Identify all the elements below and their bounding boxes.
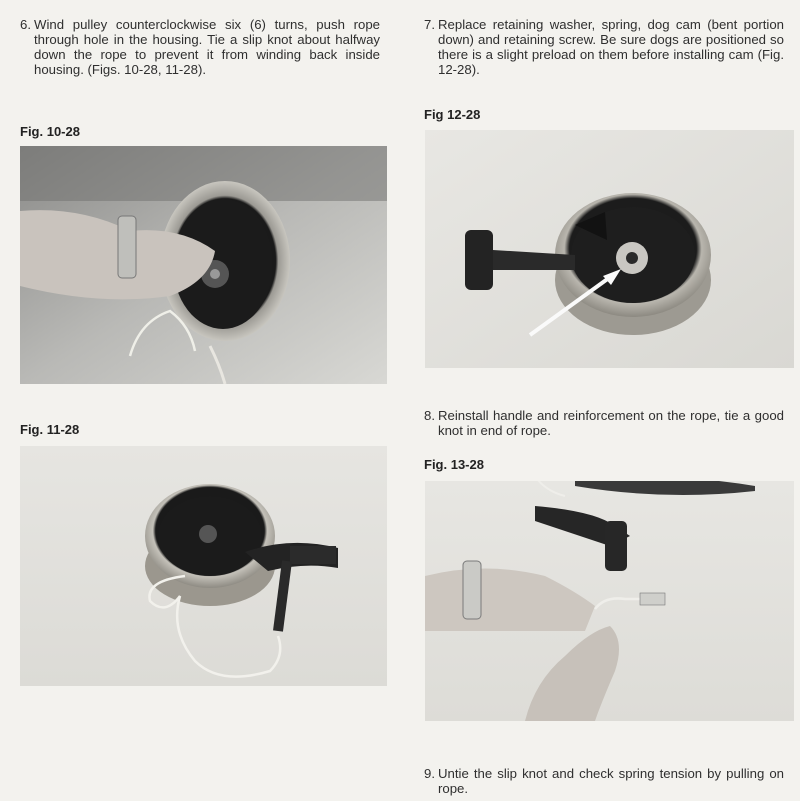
- housing-with-rope-and-handle-photo: [20, 446, 387, 686]
- tying-knot-on-rope-photo: [425, 481, 794, 721]
- figure-label: Fig 12-28: [424, 107, 481, 122]
- figure-label: Fig. 10-28: [20, 124, 80, 139]
- step-7: [424, 17, 784, 77]
- step-text: Untie the slip knot and check spring tension by pulling on rope.: [438, 766, 784, 796]
- hand-winding-pulley-photo: [20, 146, 387, 384]
- step-text: Reinstall handle and reinforcement on the rope, tie a good knot in end of rope.: [438, 408, 784, 438]
- step-8: [424, 408, 784, 438]
- step-number: 7.: [424, 17, 435, 32]
- step-number: 8.: [424, 408, 435, 423]
- step-6: [20, 17, 380, 77]
- figure-label: Fig. 11-28: [20, 422, 80, 437]
- step-number: 9.: [424, 766, 435, 781]
- step-number: 6.: [20, 17, 31, 32]
- figure-label: Fig. 13-28: [424, 457, 484, 472]
- step-9: [424, 766, 784, 796]
- step-text: Wind pulley counterclockwise six (6) turns, push rope through hole in the housing. Tie a slip knot about halfway down the rope to prevent it from winding back inside housing. (Figs. 10-28, 11-28).: [34, 17, 380, 77]
- step-text: Replace retaining washer, spring, dog cam (bent portion down) and retaining screw. Be sure dogs are positioned so there is a slight preload on them before installing cam (Fig. 12-28).: [438, 17, 784, 77]
- dog-cam-installed-photo: [425, 130, 794, 368]
